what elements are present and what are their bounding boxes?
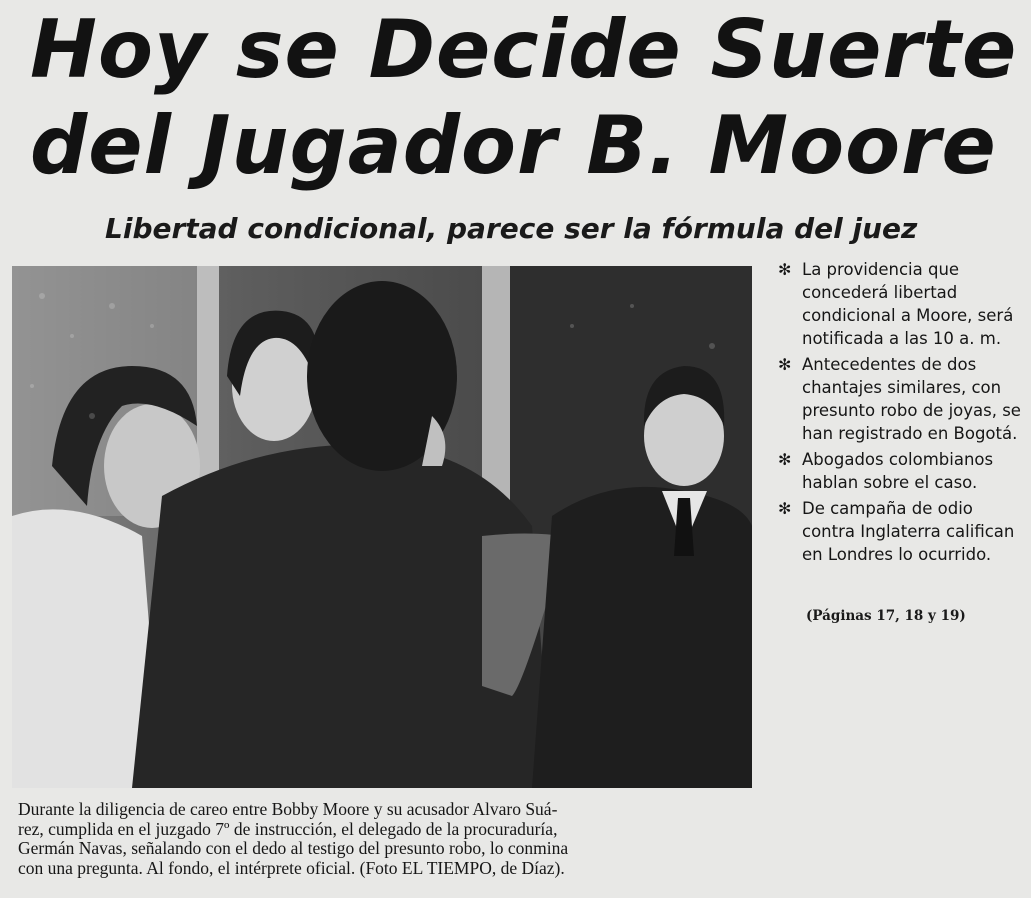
caption-line: Germán Navas, señalando con el dedo al testigo del presunto robo, lo conmina [18,838,569,858]
news-photo [12,266,752,788]
door-frame-right [482,266,510,516]
witness-suit [532,487,752,788]
bullet-text: Abogados colombianos hablan sobre el caso. [802,450,994,492]
bullet-text: De campaña de odio contra Inglaterra califican en Londres lo ocurrido. [802,499,1015,564]
headline-line-2: del Jugador B. Moore [30,99,997,192]
caption-line: con una pregunta. Al fondo, el intérprete oficial. (Foto EL TIEMPO, de Díaz). [18,857,565,878]
summary-bullets [776,258,1022,569]
caption-line: Durante la diligencia de careo entre Bobby Moore y su acusador Alvaro Suá- [18,799,558,819]
asterisk-icon: ✻ [778,260,792,279]
asterisk-icon: ✻ [778,499,792,518]
bullet-item [776,497,1022,566]
bullet-text: La providencia que concederá libertad condicional a Moore, será notificada a las 10 a. m. [802,260,1014,348]
headline-line-1: Hoy se Decide Suerte [30,3,1018,96]
photo-caption [18,800,748,878]
bullet-item [776,258,1022,350]
asterisk-icon: ✻ [778,355,792,374]
photo-illustration [12,266,752,788]
asterisk-icon: ✻ [778,450,792,469]
bullet-text: Antecedentes de dos chantajes similares, con presunto robo de joyas, se han registrado en Bogotá. [802,355,1021,443]
bullet-item [776,448,1022,494]
caption-line: rez, cumplida en el juzgado 7º de instrucción, el delegado de la procuraduría, [18,818,558,839]
page-references: (Páginas 17, 18 y 19) [806,608,966,624]
bullet-item [776,353,1022,445]
subheadline: Libertad condicional, parece ser la fórmula del juez [105,212,918,245]
door-frame-left [197,266,219,486]
